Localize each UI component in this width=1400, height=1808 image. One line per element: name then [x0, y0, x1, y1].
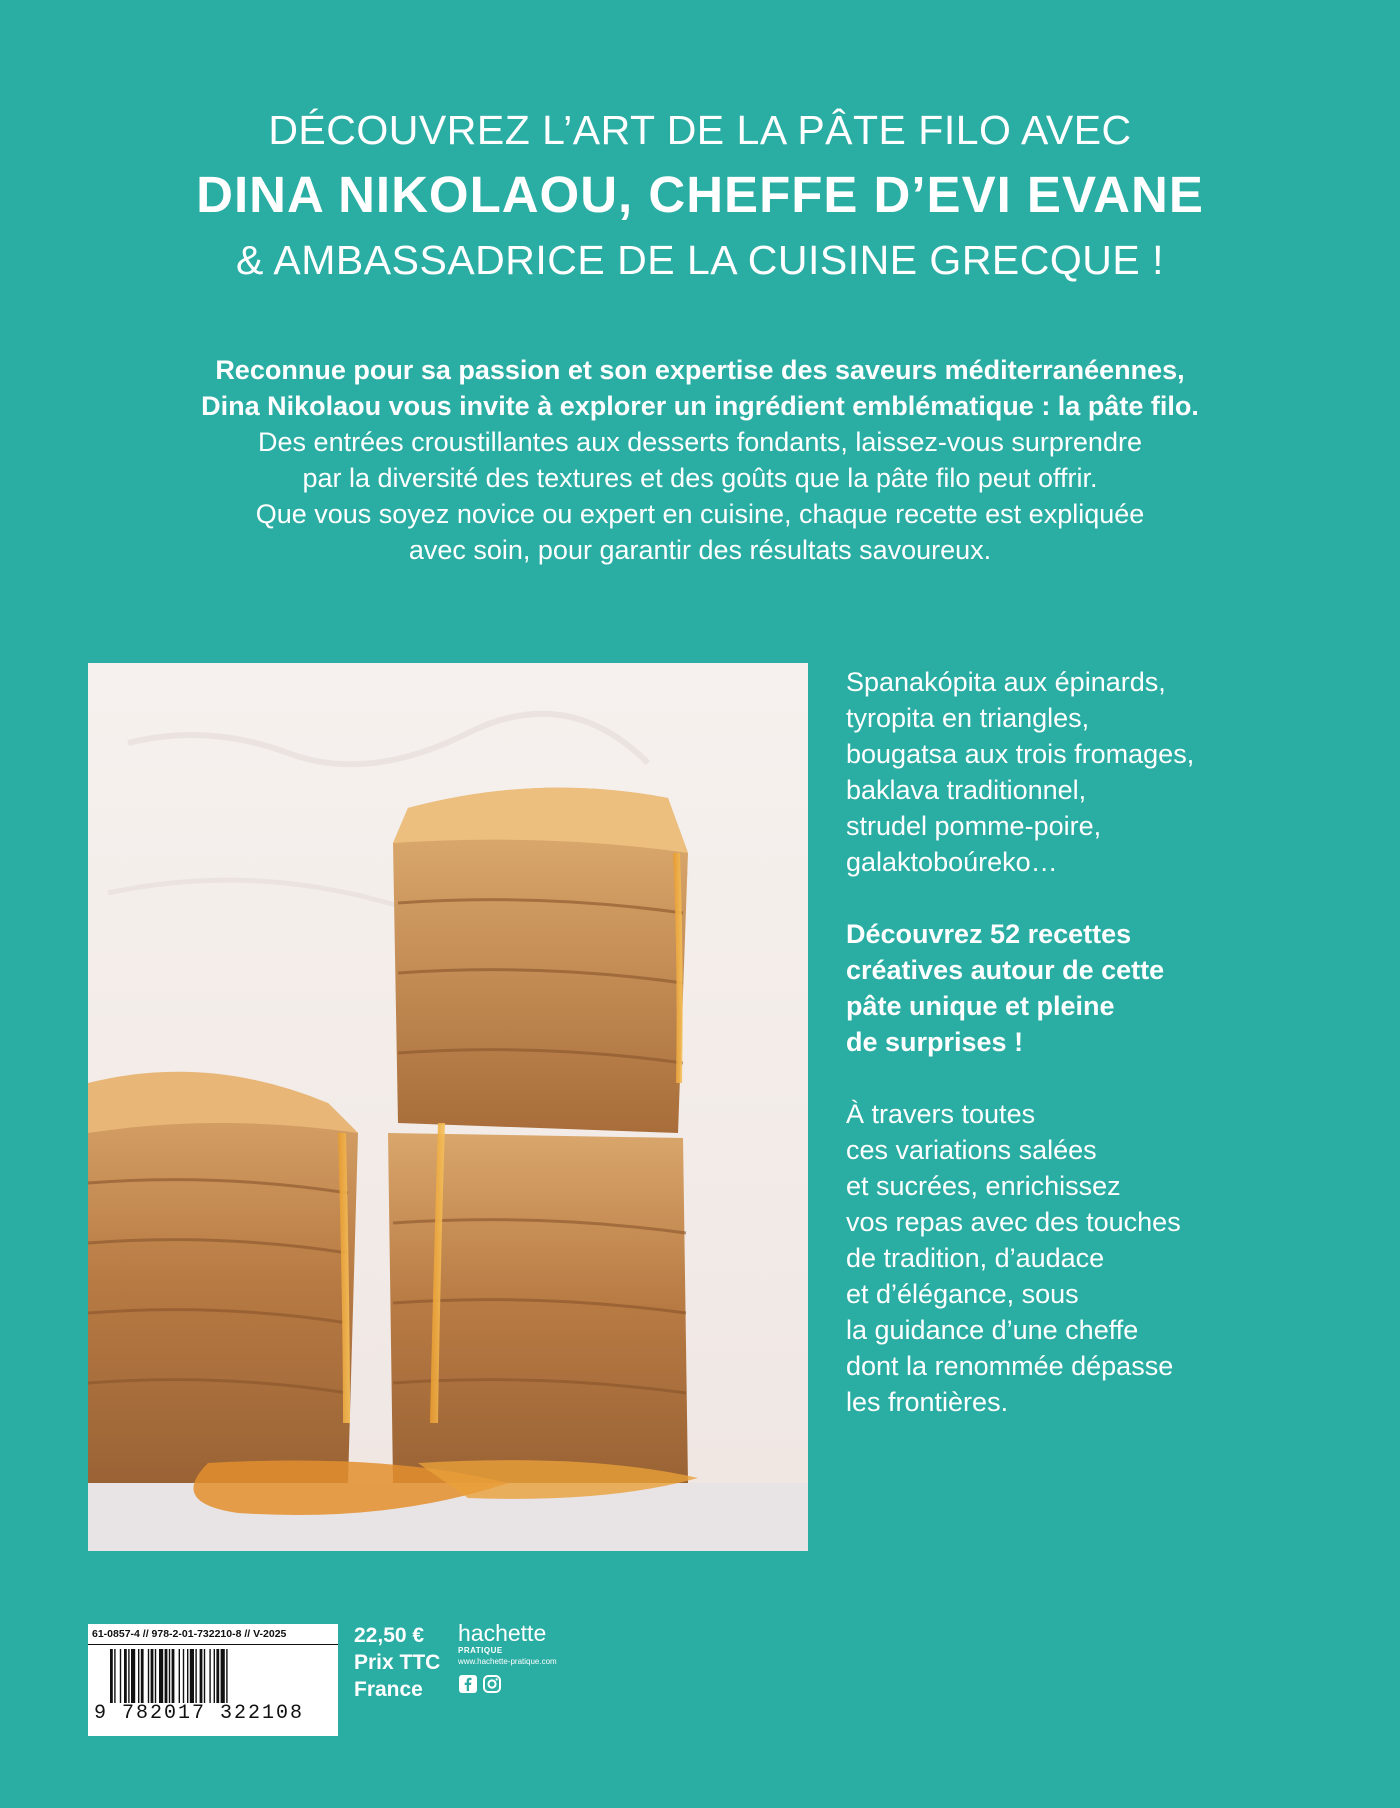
- barcode-bar: [110, 1649, 113, 1703]
- barcode-bar: [214, 1649, 215, 1703]
- intro-line: avec soin, pour garantir des résultats savoureux.: [408, 535, 992, 565]
- price-value: 22,50 €: [354, 1624, 425, 1647]
- barcode-bar: [183, 1649, 184, 1703]
- barcode-bar: [165, 1649, 168, 1703]
- closing-line: vos repas avec des touches: [846, 1207, 1181, 1237]
- barcode-bar: [216, 1649, 219, 1703]
- recipe-item: baklava traditionnel,: [846, 775, 1087, 805]
- intro-line: par la diversité des textures et des goûts que la pâte filo peut offrir.: [302, 463, 1098, 493]
- closing-paragraph: [846, 1096, 1316, 1420]
- closing-line: les frontières.: [846, 1387, 1009, 1417]
- publisher-url: www.hachette-pratique.com: [458, 1657, 557, 1666]
- barcode-bar: [226, 1649, 227, 1703]
- barcode-bar: [169, 1649, 170, 1703]
- headline-line-3: & AMBASSADRICE DE LA CUISINE GRECQUE !: [235, 237, 1165, 283]
- intro-paragraph: [100, 352, 1300, 568]
- baklava-photo: [88, 663, 808, 1551]
- barcode-bar: [187, 1649, 188, 1703]
- barcode-bar: [124, 1649, 127, 1703]
- recipe-item: galaktoboúreko…: [846, 847, 1058, 877]
- barcode-bar: [131, 1649, 135, 1703]
- barcode-bar: [155, 1649, 156, 1703]
- publisher-imprint: PRATIQUE: [458, 1646, 503, 1655]
- barcode-bar: [159, 1649, 163, 1703]
- barcode-bar: [151, 1649, 154, 1703]
- barcode-bar: [114, 1649, 115, 1703]
- publisher-logo: hachette: [458, 1620, 547, 1646]
- highlight-line: créatives autour de cette: [846, 955, 1165, 985]
- barcode-digits: 9 782017 322108: [94, 1702, 305, 1725]
- barcode-bar: [204, 1649, 205, 1703]
- highlight-line: pâte unique et pleine: [846, 991, 1115, 1021]
- barcode-bar: [120, 1649, 121, 1703]
- side-text: [846, 664, 1316, 1456]
- barcode-bar: [148, 1649, 149, 1703]
- recipe-item: strudel pomme-poire,: [846, 811, 1102, 841]
- instagram-icon[interactable]: [482, 1674, 502, 1694]
- closing-line: dont la renommée dépasse: [846, 1351, 1174, 1381]
- price-label: Prix TTC: [354, 1651, 441, 1674]
- closing-line: À travers toutes: [846, 1099, 1036, 1129]
- recipe-item: bougatsa aux trois fromages,: [846, 739, 1195, 769]
- publisher-block: [458, 1620, 557, 1694]
- intro-line: Des entrées croustillantes aux desserts fondants, laissez-vous surprendre: [258, 427, 1142, 457]
- barcode-bar: [190, 1649, 194, 1703]
- isbn-line: 61-0857-4 // 978-2-01-732210-8 // V-2025: [88, 1624, 338, 1645]
- barcode-bar: [179, 1649, 180, 1703]
- barcode-bar: [195, 1649, 196, 1703]
- headline-line-1: DÉCOUVREZ L’ART DE LA PÂTE FILO AVEC: [268, 107, 1132, 153]
- recipe-list: [846, 664, 1316, 880]
- intro-bold-line: Dina Nikolaou vous invite à explorer un ingrédient emblématique : la pâte filo.: [201, 391, 1199, 421]
- barcode-bar: [128, 1649, 129, 1703]
- highlight-line: de surprises !: [846, 1027, 1024, 1057]
- recipe-item: Spanakópita aux épinards,: [846, 667, 1166, 697]
- recipe-item: tyropita en triangles,: [846, 703, 1090, 733]
- barcode-bar: [200, 1649, 203, 1703]
- intro-line: Que vous soyez novice ou expert en cuisine, chaque recette est expliquée: [255, 499, 1145, 529]
- closing-line: ces variations salées: [846, 1135, 1097, 1165]
- barcode-bar: [138, 1649, 139, 1703]
- facebook-icon[interactable]: [458, 1674, 478, 1694]
- price-block: [354, 1622, 440, 1703]
- barcode-bar: [209, 1649, 210, 1703]
- price-country: France: [354, 1678, 423, 1701]
- highlight-paragraph: [846, 916, 1316, 1060]
- highlight-line: Découvrez 52 recettes: [846, 919, 1132, 949]
- barcode-box: [88, 1624, 338, 1736]
- barcode-bar: [172, 1649, 175, 1703]
- intro-bold-line: Reconnue pour sa passion et son expertise des saveurs méditerranéennes,: [215, 355, 1185, 385]
- closing-line: et sucrées, enrichissez: [846, 1171, 1121, 1201]
- barcode-bar: [221, 1649, 225, 1703]
- closing-line: la guidance d’une cheffe: [846, 1315, 1139, 1345]
- barcode-bar: [141, 1649, 144, 1703]
- barcode-bars: [110, 1649, 330, 1703]
- social-icons: [458, 1674, 557, 1694]
- headline-author: DINA NIKOLAOU, CHEFFE D’EVI EVANE: [196, 166, 1204, 223]
- closing-line: et d’élégance, sous: [846, 1279, 1079, 1309]
- headline: [0, 100, 1400, 290]
- closing-line: de tradition, d’audace: [846, 1243, 1105, 1273]
